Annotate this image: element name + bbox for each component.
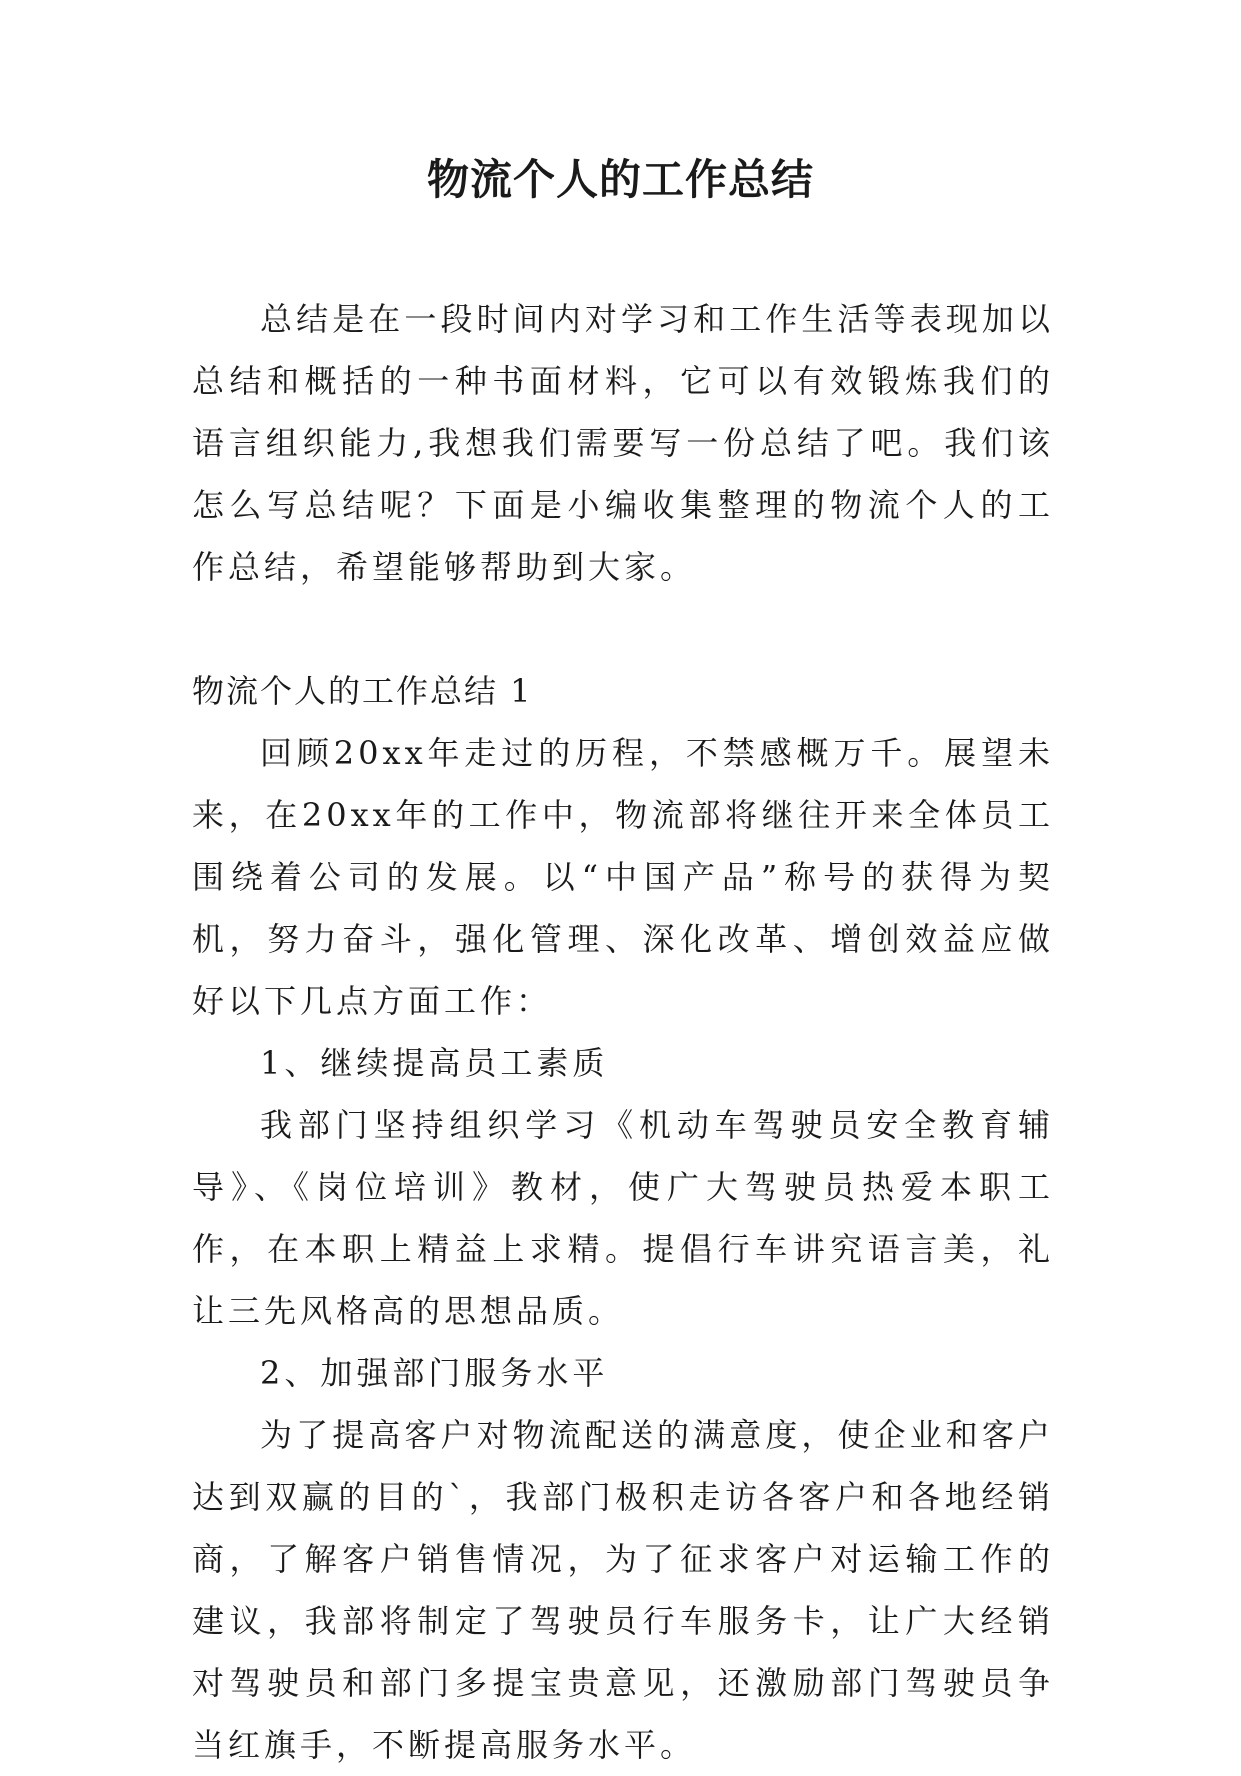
section-title: 物流个人的工作总结 1 [192,672,533,710]
body-paragraph: 为了提高客户对物流配送的满意度，使企业和客户达到双赢的目的`，我部门极积走访各客户和各地经销商，了解客户销售情况，为了征求客户对运输工作的建议，我部将制定了驾驶员行车服务卡，让广大经销对驾驶员和部门多提宝贵意见，还激励部门驾驶员争当红旗手，不断提高服务水平。 [192,1416,1054,1764]
document-body [192,288,1054,1776]
intro-paragraph: 总结是在一段时间内对学习和工作生活等表现加以总结和概括的一种书面材料，它可以有效锻炼我们的语言组织能力,我想我们需要写一份总结了吧。我们该怎么写总结呢？下面是小编收集整理的物流个人的工作总结，希望能够帮助到大家。 [192,300,1054,586]
numbered-heading: 1、继续提高员工素质 [260,1044,609,1082]
page-title: 物流个人的工作总结 [426,155,814,204]
numbered-heading: 2、加强部门服务水平 [260,1354,609,1392]
section-gap [192,598,1054,660]
body-paragraph: 回顾20xx年走过的历程，不禁感概万千。展望未来，在20xx年的工作中，物流部将继往开来全体员工围绕着公司的发展。以“中国产品”称号的获得为契机，努力奋斗，强化管理、深化改革、增创效益应做好以下几点方面工作： [192,734,1054,1020]
body-paragraph: 我部门坚持组织学习《机动车驾驶员安全教育辅导》、《岗位培训》教材，使广大驾驶员热爱本职工作，在本职上精益上求精。提倡行车讲究语言美，礼让三先风格高的思想品质。 [192,1106,1054,1330]
